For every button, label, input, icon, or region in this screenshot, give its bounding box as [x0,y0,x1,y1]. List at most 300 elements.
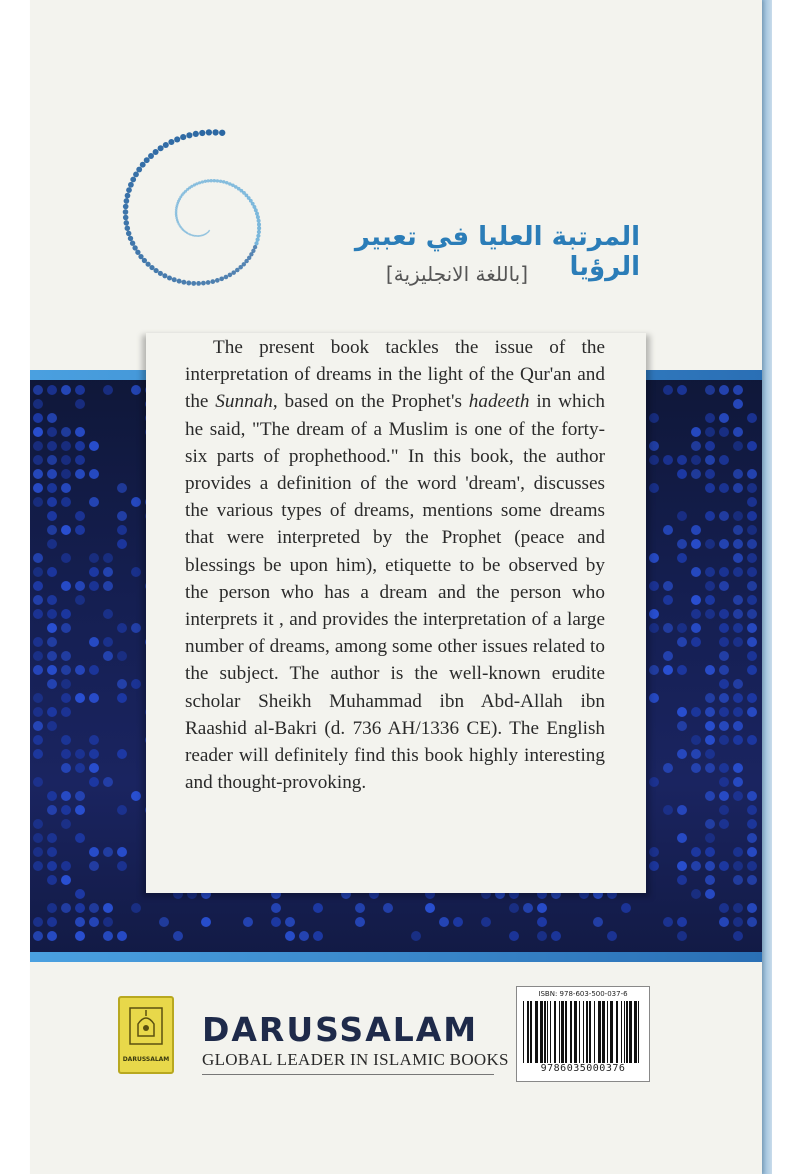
barcode-bar [624,1001,625,1063]
band-dot [747,483,757,493]
band-dot [75,903,85,913]
band-dot [747,875,757,885]
band-dot [733,777,743,787]
band-dot [719,791,729,801]
band-dot [89,693,99,703]
band-dot [537,903,547,913]
band-dot [61,609,71,619]
barcode-bar [626,1001,628,1063]
band-dot [33,609,43,619]
band-dot [649,609,659,619]
band-dot [117,623,127,633]
band-dot [47,861,57,871]
band-dot [61,525,71,535]
band-dot [33,441,43,451]
band-dot [103,777,113,787]
band-dot [677,539,687,549]
band-dot [117,539,127,549]
band-dot [691,595,701,605]
band-dot [719,693,729,703]
band-dot [677,455,687,465]
band-dot [705,455,715,465]
band-dot [33,665,43,675]
band-dot [705,581,715,591]
band-dot [89,567,99,577]
swirl-dot [130,241,135,246]
band-dot [103,917,113,927]
band-dot [663,917,673,927]
band-dot [131,385,141,395]
barcode-bar [554,1001,556,1063]
band-dot [705,539,715,549]
band-dot [89,637,99,647]
band-dot [705,595,715,605]
band-dot [61,819,71,829]
band-dot [649,581,659,591]
band-dot [75,749,85,759]
band-dot [733,399,743,409]
barcode-bar [547,1001,548,1063]
band-dot [89,847,99,857]
swirl-dot [191,281,196,286]
band-dot [733,385,743,395]
band-dot [663,805,673,815]
band-dot [117,749,127,759]
band-dot [691,623,701,633]
band-dot [747,581,757,591]
band-dot [691,707,701,717]
band-dot [677,721,687,731]
band-dot [33,693,43,703]
band-dot [677,805,687,815]
band-dot [89,735,99,745]
band-dot [705,413,715,423]
band-dot [705,567,715,577]
band-dot [649,665,659,675]
band-dot [705,385,715,395]
band-dot [75,385,85,395]
band-dot [117,483,127,493]
swirl-dot [140,162,146,168]
band-dot [89,497,99,507]
band-dot [719,483,729,493]
band-dot [89,861,99,871]
swirl-dot [149,265,154,270]
barcode-bar [583,1001,584,1063]
band-dot [33,385,43,395]
band-dot [33,553,43,563]
band-dot [733,567,743,577]
swirl-dot [181,280,186,285]
band-dot [47,539,57,549]
publisher-name: DARUSSALAM [202,1010,479,1049]
band-dot [75,399,85,409]
band-dot [649,553,659,563]
band-dot [439,917,449,927]
barcode-bar [574,1001,577,1063]
band-dot [75,469,85,479]
swirl-dot [153,149,159,155]
band-dot [677,623,687,633]
band-dot [691,889,701,899]
band-dot [61,469,71,479]
band-dot [33,413,43,423]
band-dot [719,567,729,577]
band-dot [705,707,715,717]
band-dot [649,693,659,703]
band-dot [663,455,673,465]
band-dot [677,553,687,563]
band-dot [33,707,43,717]
band-dot [705,791,715,801]
band-dot [705,427,715,437]
band-dot [131,567,141,577]
band-dot [733,441,743,451]
band-dot [89,749,99,759]
band-dot [747,651,757,661]
band-dot [75,595,85,605]
swirl-dot [124,220,130,226]
band-dot [47,525,57,535]
band-dot [705,833,715,843]
band-dot [103,637,113,647]
logo-text: DARUSSALAM [122,1056,170,1063]
band-dot [75,693,85,703]
band-dot [47,469,57,479]
band-dot [691,469,701,479]
band-dot [425,903,435,913]
band-dot [677,637,687,647]
barcode-bar [598,1001,601,1063]
band-dot [747,413,757,423]
band-dot [47,427,57,437]
band-dot [733,721,743,731]
swirl-dot [215,278,220,283]
band-dot [537,917,547,927]
band-dot [719,707,729,717]
band-dot [159,917,169,927]
swirl-dot [123,204,129,210]
band-dot [719,511,729,521]
swirl-dot [124,198,130,204]
band-dot [47,931,57,941]
blurb-part-1: The present book tackles the issue of the interpretation of dreams in the light of the Qur'an and the [185,337,605,413]
band-dot [691,847,701,857]
swirl-dot [222,180,225,183]
band-bottom-stripe [30,952,762,962]
band-dot [733,511,743,521]
band-dot [47,791,57,801]
swirl-dot [201,281,206,286]
band-dot [131,623,141,633]
band-dot [33,847,43,857]
band-dot [719,637,729,647]
band-dot [103,567,113,577]
band-dot [719,903,729,913]
band-dot [691,763,701,773]
mosque-logo-icon [128,1006,164,1046]
band-dot [663,525,673,535]
band-dot [663,763,673,773]
band-dot [75,665,85,675]
band-dot [747,805,757,815]
band-dot [705,721,715,731]
band-dot [61,903,71,913]
barcode-bar [579,1001,580,1063]
band-dot [747,819,757,829]
swirl-dot [196,281,201,286]
swirl-dot [256,234,260,238]
band-dot [47,385,57,395]
band-dot [75,525,85,535]
band-dot [705,483,715,493]
band-dot [747,623,757,633]
swirl-dot [224,275,229,280]
band-dot [719,623,729,633]
swirl-dot [130,177,136,183]
band-dot [89,581,99,591]
band-dot [733,735,743,745]
band-dot [677,917,687,927]
band-dot [61,581,71,591]
band-dot [383,903,393,913]
band-dot [47,833,57,843]
band-dot [509,903,519,913]
band-dot [103,903,113,913]
swirl-dot [123,215,129,221]
band-dot [677,385,687,395]
band-dot [747,609,757,619]
swirl-dot [132,245,137,250]
band-dot [131,497,141,507]
band-dot [47,679,57,689]
band-dot [453,917,463,927]
band-dot [285,917,295,927]
blurb-part-3: in which he said, "The dream of a Muslim is one of the forty-six parts of prophethood." In this book, the author provides a definition of the word 'dream', discusses the various types of dreams, mentions some dreams that were interpreted by the Prophet (peace and blessings be upon him), etiquette to be observed by the person who has a dream and the person who interprets it , and provides the interpretation of a large number of dreams, among some other issues related to the subject. The author is the well-known erudite scholar Sheikh Muhammad ibn Abd-Allah ibn Raashid al-Bakri (d. 736 AH/1336 CE). The English reader will definitely find this book highly interesting and thought-provoking. [185,391,605,794]
band-dot [677,931,687,941]
swirl-dot [228,273,233,278]
band-dot [47,497,57,507]
band-dot [47,595,57,605]
band-dot [649,455,659,465]
band-dot [33,455,43,465]
band-dot [747,511,757,521]
band-dot [705,469,715,479]
band-dot [61,749,71,759]
band-dot [663,665,673,675]
band-dot [299,931,309,941]
swirl-dot [257,230,261,234]
band-dot [33,581,43,591]
band-dot [663,651,673,661]
band-dot [649,777,659,787]
band-dot [61,679,71,689]
band-dot [719,777,729,787]
band-dot [75,889,85,899]
band-dot [33,833,43,843]
band-dot [61,875,71,885]
barcode-bar [621,1001,622,1063]
band-dot [677,861,687,871]
band-dot [117,693,127,703]
band-dot [75,931,85,941]
band-dot [719,609,729,619]
band-dot [33,917,43,927]
band-dot [719,679,729,689]
swirl-dot [193,131,199,137]
band-dot [663,385,673,395]
band-dot [691,749,701,759]
barcode-bar [616,1001,618,1063]
barcode-bar [602,1001,605,1063]
band-dot [33,819,43,829]
band-dot [33,777,43,787]
band-dot [47,721,57,731]
band-dot [733,791,743,801]
band-dot [719,651,729,661]
arabic-title: المرتبة العليا في تعبير الرؤيا [354,222,640,282]
band-dot [691,539,701,549]
band-dot [33,651,43,661]
swirl-dot [138,254,143,259]
swirl-dot [198,181,201,184]
band-dot [47,903,57,913]
band-dot [61,693,71,703]
swirl-dot [133,171,139,177]
swirl-dot [207,179,210,182]
band-dot [747,693,757,703]
swirl-dot [213,179,216,182]
band-dot [663,581,673,591]
band-dot [747,469,757,479]
band-dot [691,441,701,451]
band-dot [89,469,99,479]
band-dot [61,623,71,633]
band-dot [117,805,127,815]
band-dot [691,455,701,465]
band-dot [747,791,757,801]
band-dot [719,917,729,927]
band-dot [47,567,57,577]
band-dot [313,931,323,941]
band-dot [747,833,757,843]
band-dot [75,917,85,927]
barcode-bar [570,1001,572,1063]
band-dot [705,441,715,451]
band-dot [355,917,365,927]
band-dot [47,651,57,661]
band-dot [131,679,141,689]
band-dot [747,553,757,563]
barcode-label [516,986,650,1082]
band-dot [663,595,673,605]
swirl-dot [225,181,229,185]
band-dot [61,497,71,507]
swirl-dot [163,142,169,148]
swirl-dot [146,262,151,267]
swirl-dot [186,132,192,138]
swirl-dot [128,182,134,188]
barcode-bar [535,1001,538,1063]
band-dot [103,931,113,941]
band-dot [747,595,757,605]
swirl-dot [144,157,150,163]
band-dot [271,903,281,913]
band-dot [705,609,715,619]
swirl-dot [257,219,261,223]
swirl-dot [201,180,204,183]
band-dot [691,861,701,871]
tagline-rule [202,1074,494,1075]
band-dot [117,511,127,521]
band-dot [61,427,71,437]
band-dot [61,385,71,395]
swirl-dot [180,134,186,140]
band-dot [705,847,715,857]
band-dot [705,749,715,759]
barcode-bars [523,1001,643,1063]
band-dot [691,637,701,647]
band-dot [747,665,757,675]
band-dot [649,861,659,871]
swirl-dot [256,238,260,242]
band-dot [75,805,85,815]
band-dot [117,847,127,857]
band-dot [719,665,729,675]
barcode-number: 9786035000376 [540,1063,626,1074]
band-dot [33,427,43,437]
barcode-bar [586,1001,588,1063]
band-dot [75,763,85,773]
band-dot [61,791,71,801]
band-dot [747,917,757,927]
band-dot [33,399,43,409]
arabic-subtitle: [باللغة الانجليزية] [385,262,529,286]
band-dot [61,553,71,563]
barcode-bar [544,1001,546,1063]
band-dot [663,623,673,633]
band-dot [89,763,99,773]
band-dot [719,539,729,549]
band-dot [33,749,43,759]
band-dot [677,665,687,675]
band-dot [747,903,757,913]
band-dot [677,511,687,521]
band-dot [733,427,743,437]
swirl-dot [158,271,163,276]
band-dot [733,525,743,535]
band-dot [117,525,127,535]
band-dot [649,441,659,451]
band-dot [747,735,757,745]
swirl-dot [123,209,129,215]
band-dot [243,917,253,927]
barcode-bar [540,1001,543,1063]
band-dot [61,665,71,675]
band-dot [733,595,743,605]
band-dot [733,917,743,927]
swirl-dot [210,279,215,284]
band-dot [285,931,295,941]
swirl-dot [162,273,167,278]
swirl-dot [219,276,224,281]
band-dot [33,861,43,871]
band-dot [691,427,701,437]
band-dot [103,385,113,395]
band-dot [47,637,57,647]
band-dot [719,805,729,815]
band-dot [719,427,729,437]
